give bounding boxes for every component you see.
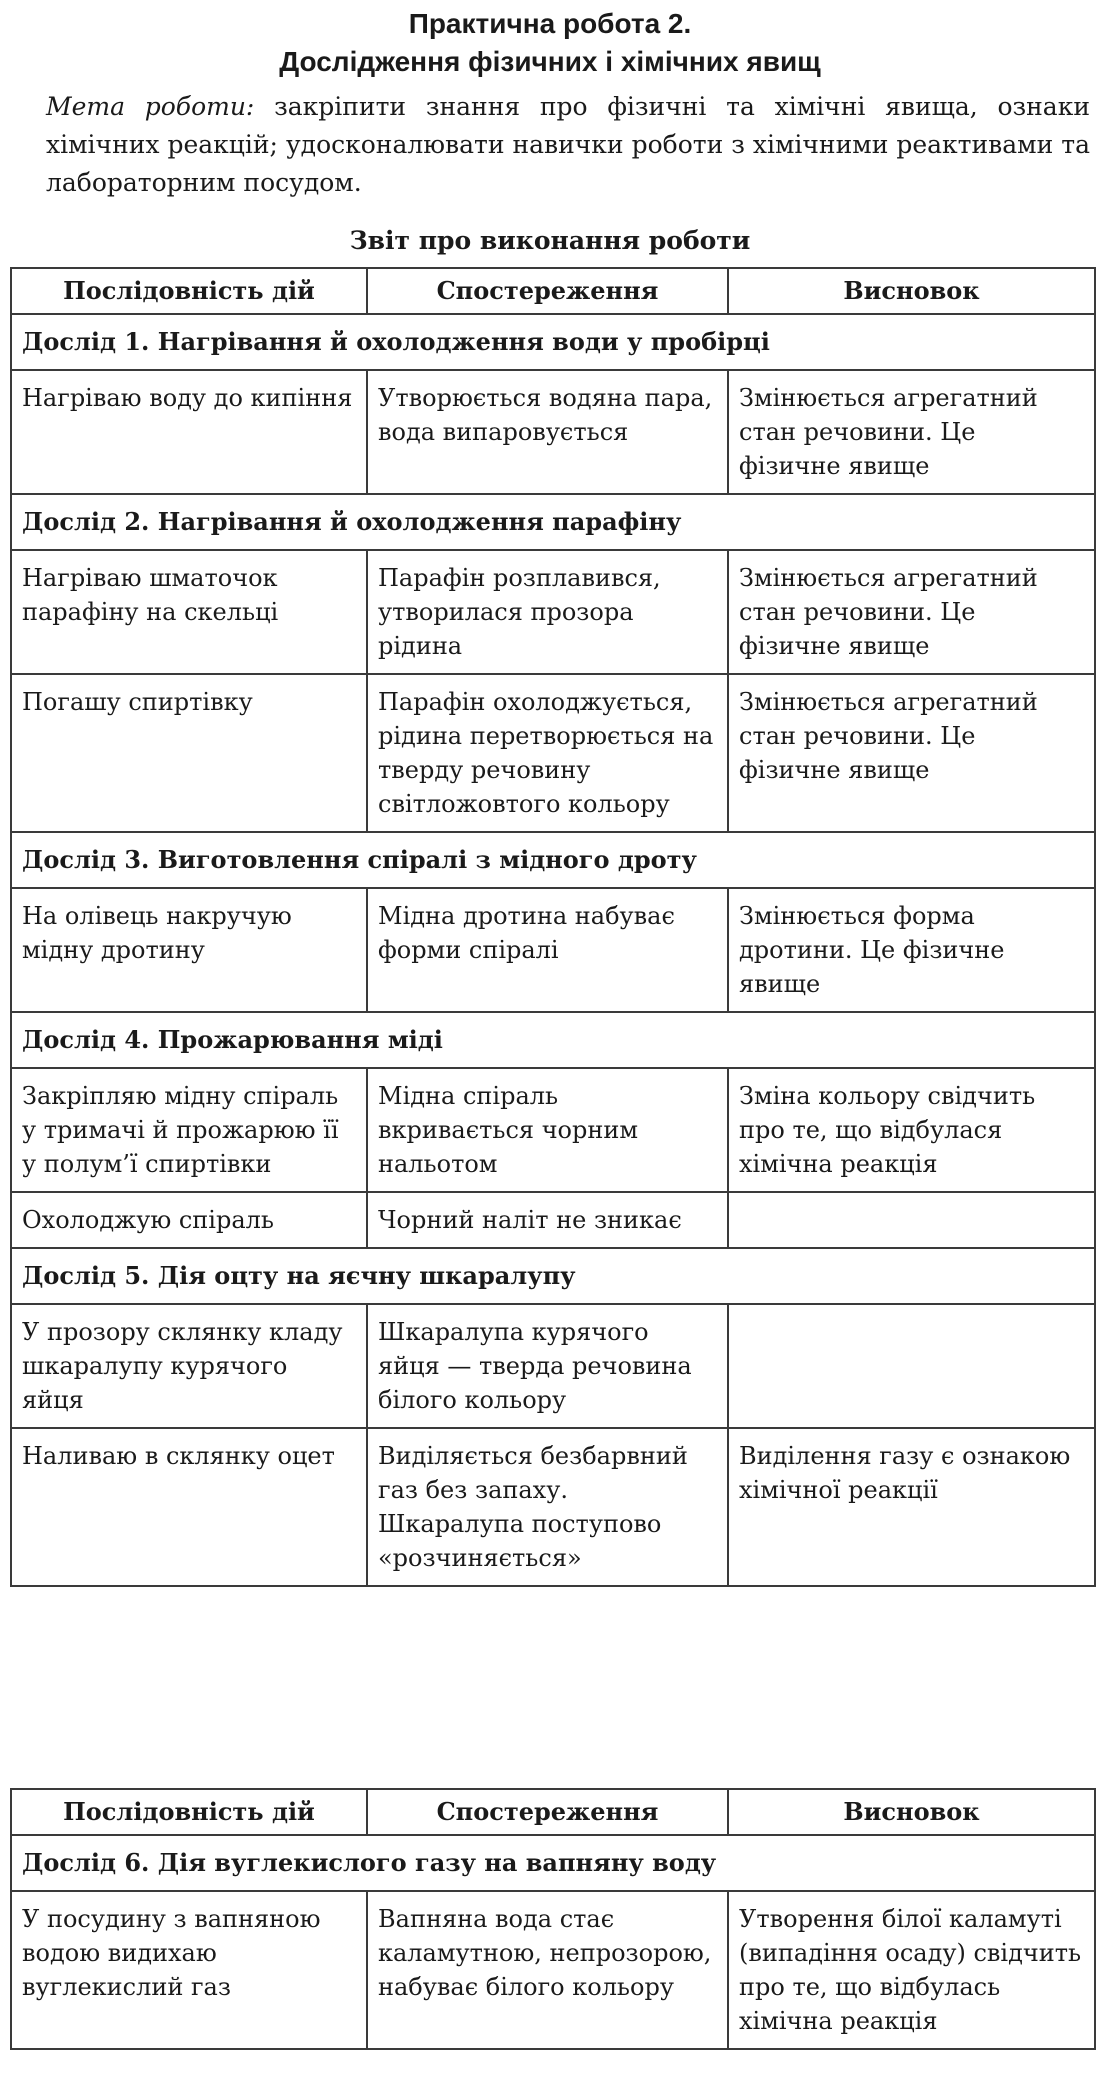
page-subtitle: Дослідження фізичних і хімічних явищ	[279, 46, 821, 77]
table-row	[11, 1428, 1095, 1586]
observation-cell: Утворюється водяна пара, вода випаровується	[367, 370, 728, 494]
experiment-row	[11, 1835, 1095, 1891]
action-cell: Нагріваю шматочок парафіну на скельці	[11, 550, 367, 674]
experiment-title: Дослід 4. Прожарювання міді	[11, 1012, 1095, 1068]
table-row	[11, 550, 1095, 674]
table-row	[11, 370, 1095, 494]
goal-label: Мета роботи:	[46, 92, 255, 121]
experiment-title: Дослід 5. Дія оцту на яєчну шкаралупу	[11, 1248, 1095, 1304]
experiment-title: Дослід 6. Дія вуглекислого газу на вапняну воду	[11, 1835, 1095, 1891]
conclusion-cell: Змінюється агрегатний стан речовини. Це фізичне явище	[728, 674, 1095, 832]
experiment-row	[11, 314, 1095, 370]
table-body	[11, 314, 1095, 1586]
conclusion-cell: Утворення білої каламуті (випадіння осаду) свідчить про те, що відбулась хімічна реакція	[728, 1891, 1095, 2049]
conclusion-cell: Змінюється агрегатний стан речовини. Це фізичне явище	[728, 370, 1095, 494]
goal-text: закріпити знання про фізичні та хімічні явища, ознаки хімічних реакцій; удосконалювати навички роботи з хімічними реактивами та лабораторним посудом.	[46, 92, 1091, 197]
header-actions: Послідовність дій	[11, 268, 367, 314]
page-title: Практична робота 2.	[408, 8, 692, 39]
report-table	[10, 267, 1096, 1587]
table-row	[11, 674, 1095, 832]
experiment-title: Дослід 3. Виготовлення спіралі з мідного дроту	[11, 832, 1095, 888]
experiment-row	[11, 1012, 1095, 1068]
table-row	[11, 1304, 1095, 1428]
conclusion-cell	[728, 1192, 1095, 1248]
observation-cell: Шкаралупа курячого яйця — тверда речовина білого кольору	[367, 1304, 728, 1428]
experiment-row	[11, 1248, 1095, 1304]
conclusion-cell: Змінюється агрегатний стан речовини. Це фізичне явище	[728, 550, 1095, 674]
experiment-title: Дослід 1. Нагрівання й охолодження води у пробірці	[11, 314, 1095, 370]
observation-cell: Парафін охолоджується, рідина перетворюється на тверду речовину світложовтого кольору	[367, 674, 728, 832]
report-table-continued	[10, 1788, 1096, 2050]
table-header-row	[11, 1789, 1095, 1835]
observation-cell: Вапняна вода стає каламутною, непрозорою, набуває білого кольору	[367, 1891, 728, 2049]
conclusion-cell: Змінюється форма дротини. Це фізичне явище	[728, 888, 1095, 1012]
conclusion-cell: Зміна кольору свідчить про те, що відбулася хімічна реакція	[728, 1068, 1095, 1192]
conclusion-cell	[728, 1304, 1095, 1428]
observation-cell: Парафін розплавився, утворилася прозора рідина	[367, 550, 728, 674]
header-observations: Спостереження	[367, 268, 728, 314]
header-conclusion: Висновок	[728, 1789, 1095, 1835]
observation-cell: Мідна дротина набуває форми спіралі	[367, 888, 728, 1012]
observation-cell: Чорний наліт не зникає	[367, 1192, 728, 1248]
header-conclusion: Висновок	[728, 268, 1095, 314]
table-row	[11, 1068, 1095, 1192]
table-header-row	[11, 268, 1095, 314]
header-observations: Спостереження	[367, 1789, 728, 1835]
goal-paragraph	[46, 88, 1090, 202]
observation-cell: Мідна спіраль вкривається чорним нальотом	[367, 1068, 728, 1192]
experiment-row	[11, 832, 1095, 888]
conclusion-cell: Виділення газу є ознакою хімічної реакції	[728, 1428, 1095, 1586]
report-title: Звіт про виконання роботи	[349, 226, 751, 255]
action-cell: У посудину з вапняною водою видихаю вуглекислий газ	[11, 1891, 367, 2049]
table-body	[11, 1835, 1095, 2049]
experiment-title: Дослід 2. Нагрівання й охолодження парафіну	[11, 494, 1095, 550]
action-cell: Наливаю в склянку оцет	[11, 1428, 367, 1586]
header-actions: Послідовність дій	[11, 1789, 367, 1835]
table-row	[11, 1891, 1095, 2049]
action-cell: Погашу спиртівку	[11, 674, 367, 832]
action-cell: На олівець накручую мідну дротину	[11, 888, 367, 1012]
action-cell: Охолоджую спіраль	[11, 1192, 367, 1248]
observation-cell: Виділяється безбарвний газ без запаху. Шкаралупа поступово «розчиняється»	[367, 1428, 728, 1586]
table-row	[11, 888, 1095, 1012]
action-cell: У прозору склянку кладу шкаралупу курячого яйця	[11, 1304, 367, 1428]
action-cell: Нагріваю воду до кипіння	[11, 370, 367, 494]
action-cell: Закріпляю мідну спіраль у тримачі й прожарюю її у полум’ї спиртівки	[11, 1068, 367, 1192]
experiment-row	[11, 494, 1095, 550]
table-row	[11, 1192, 1095, 1248]
